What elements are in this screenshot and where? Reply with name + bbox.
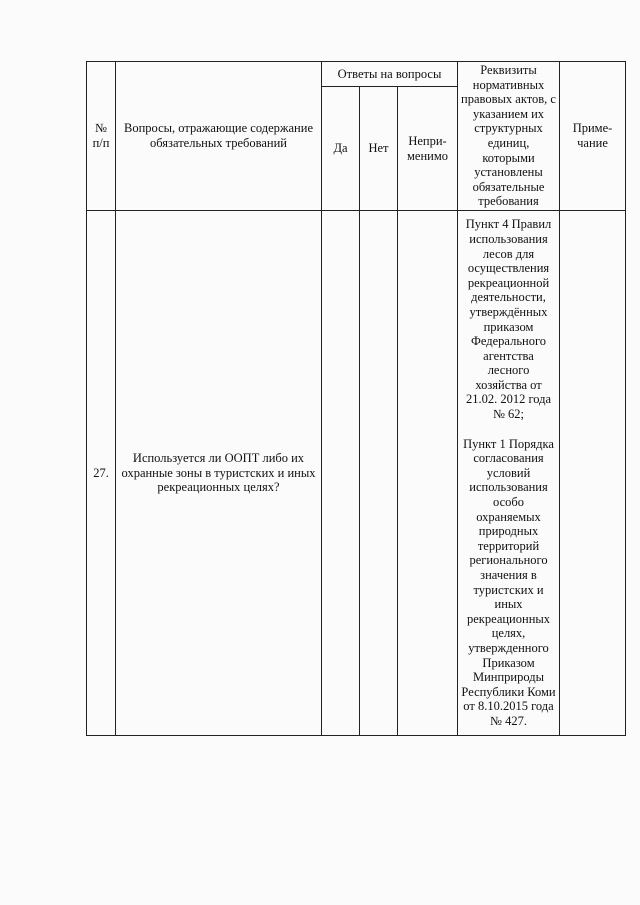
row-answer-yes — [322, 210, 360, 735]
header-yes: Да — [322, 87, 360, 211]
paragraph-gap — [461, 422, 556, 437]
requisite-paragraph: Пункт 4 Правил использования лесов для осуществления рекреационной деятельности, утверждённых приказом Федерального агентства лесного хозяйства от 21.02. 2012 года № 62; — [465, 217, 552, 422]
header-not-applicable: Непри-менимо — [398, 87, 458, 211]
row-notes — [560, 210, 626, 735]
header-num: № п/п — [87, 62, 116, 211]
table-header-row — [87, 62, 626, 87]
header-notes: Приме-чание — [560, 62, 626, 211]
row-requisites — [458, 210, 560, 735]
table-row — [87, 210, 626, 735]
row-question: Используется ли ООПТ либо их охранные зоны в туристских и иных рекреационных целях? — [116, 210, 322, 735]
row-number: 27. — [87, 210, 116, 735]
requirements-table — [86, 61, 626, 736]
header-requisites: Реквизиты нормативных правовых актов, с указанием их структурных единиц, которыми установлены обязательные требования — [458, 62, 560, 211]
header-questions: Вопросы, отражающие содержание обязательных требований — [116, 62, 322, 211]
row-answer-no — [360, 210, 398, 735]
requisite-paragraph: Пункт 1 Порядка согласования условий использования особо охраняемых природных территорий регионального значения в туристских и иных рекреационных целях, утвержденного Приказом Минприроды Республики Коми от 8.10.2015 года № 427. — [461, 436, 556, 728]
header-no: Нет — [360, 87, 398, 211]
row-answer-not-applicable — [398, 210, 458, 735]
header-answers-group: Ответы на вопросы — [322, 62, 458, 87]
